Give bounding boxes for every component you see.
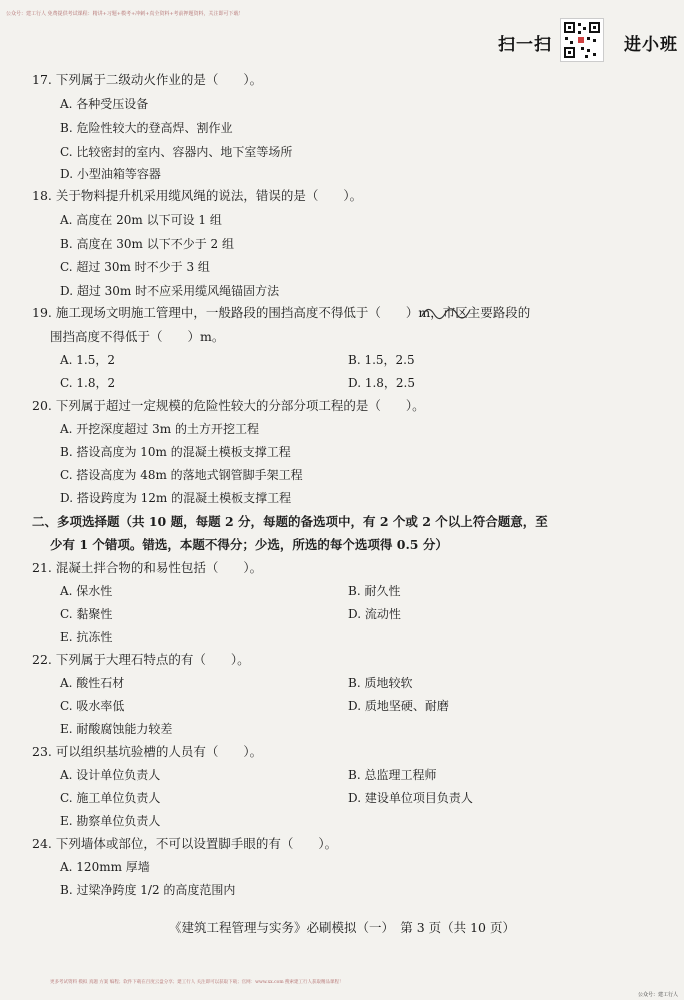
section-2-heading-line1: 二、多项选择题（共 10 题，每题 2 分，每题的备选项中，有 2 个或 2 个以上符合题意，至 [32, 514, 548, 529]
page-footer: 《建筑工程管理与实务》必刷模拟（一） 第 3 页（共 10 页） [168, 920, 515, 935]
question-21-option-a: A. 保水性 [60, 584, 113, 598]
question-19-option-b: B. 1.5，2.5 [348, 353, 415, 367]
question-22-option-e: E. 耐酸腐蚀能力较差 [60, 722, 173, 736]
question-22-option-d: D. 质地坚硬、耐磨 [348, 699, 449, 713]
banner-right-text: 进小班 [624, 35, 678, 55]
banner-left-text: 扫一扫 [498, 35, 552, 55]
question-23-option-e: E. 勘察单位负责人 [60, 814, 161, 828]
question-20-option-d: D. 搭设跨度为 12m 的混凝土模板支撑工程 [60, 491, 292, 505]
question-23-option-d: D. 建设单位项目负责人 [348, 791, 473, 805]
question-23-option-a: A. 设计单位负责人 [60, 768, 161, 782]
question-22-option-c: C. 吸水率低 [60, 699, 125, 713]
question-17-option-a: A. 各种受压设备 [60, 97, 149, 111]
question-18-option-c: C. 超过 30m 时不少于 3 组 [60, 260, 210, 274]
question-21-option-c: C. 黏聚性 [60, 607, 113, 621]
question-17-option-c: C. 比较密封的室内、容器内、地下室等场所 [60, 145, 293, 159]
question-21-option-b: B. 耐久性 [348, 584, 401, 598]
question-23-stem: 23. 可以组织基坑验槽的人员有（ ）。 [32, 744, 263, 759]
question-24-option-a: A. 120mm 厚墙 [60, 860, 150, 874]
question-19-option-a: A. 1.5，2 [60, 353, 116, 367]
question-24-option-b: B. 过梁净跨度 1/2 的高度范围内 [60, 883, 236, 897]
promo-banner [490, 18, 680, 62]
question-21-stem: 21. 混凝土拌合物的和易性包括（ ）。 [32, 560, 263, 575]
question-19-stem-line1: 19. 施工现场文明施工管理中，一般路段的围挡高度不得低于（ ）m，市区主要路段的 [32, 305, 531, 320]
section-2-heading-line2: 少有 1 个错项。错选，本题不得分；少选，所选的每个选项得 0.5 分） [50, 537, 448, 552]
bottom-watermark-text: 更多考试资料 模拟 真题 方案 编程；软件下载在百度云盘分享；建工行人 关注即可以获取下载；官网：www.xx.com 搜索建工行人获取精品课程！ [50, 980, 344, 985]
question-19-option-d: D. 1.8，2.5 [348, 376, 415, 390]
top-watermark-text: 公众号：建工行人 免费提供考试课程：精讲+习题+模考+冲刺+真全资料+考前押题资料，关注即可下载！ [6, 11, 244, 17]
question-24-stem: 24. 下列墙体或部位，不可以设置脚手眼的有（ ）。 [32, 836, 338, 851]
question-19-stem-line2: 围挡高度不得低于（ ）m。 [50, 329, 225, 344]
corner-watermark-text: 公众号：建工行人 [637, 992, 678, 998]
question-17-option-d: D. 小型油箱等容器 [60, 167, 161, 181]
question-22-option-b: B. 质地较软 [348, 676, 413, 690]
question-22-option-a: A. 酸性石材 [60, 676, 125, 690]
question-21-option-d: D. 流动性 [348, 607, 401, 621]
question-17-option-b: B. 危险性较大的登高焊、割作业 [60, 121, 233, 135]
pen-scribble-mark [420, 302, 480, 324]
question-22-stem: 22. 下列属于大理石特点的有（ ）。 [32, 652, 250, 667]
question-21-option-e: E. 抗冻性 [60, 630, 113, 644]
question-23-option-c: C. 施工单位负责人 [60, 791, 161, 805]
question-20-option-c: C. 搭设高度为 48m 的落地式钢管脚手架工程 [60, 468, 303, 482]
question-18-option-a: A. 高度在 20m 以下可设 1 组 [60, 213, 222, 227]
question-19-option-c: C. 1.8，2 [60, 376, 116, 390]
question-18-option-b: B. 高度在 30m 以下不少于 2 组 [60, 237, 234, 251]
question-20-stem: 20. 下列属于超过一定规模的危险性较大的分部分项工程的是（ ）。 [32, 398, 425, 413]
question-23-option-b: B. 总监理工程师 [348, 768, 437, 782]
question-20-option-b: B. 搭设高度为 10m 的混凝土模板支撑工程 [60, 445, 291, 459]
question-18-stem: 18. 关于物料提升机采用缆风绳的说法，错误的是（ ）。 [32, 188, 363, 203]
question-17-stem: 17. 下列属于二级动火作业的是（ ）。 [32, 72, 263, 87]
question-20-option-a: A. 开挖深度超过 3m 的土方开挖工程 [60, 422, 259, 436]
question-18-option-d: D. 超过 30m 时不应采用缆风绳锚固方法 [60, 284, 280, 298]
qr-code-icon [560, 18, 604, 62]
